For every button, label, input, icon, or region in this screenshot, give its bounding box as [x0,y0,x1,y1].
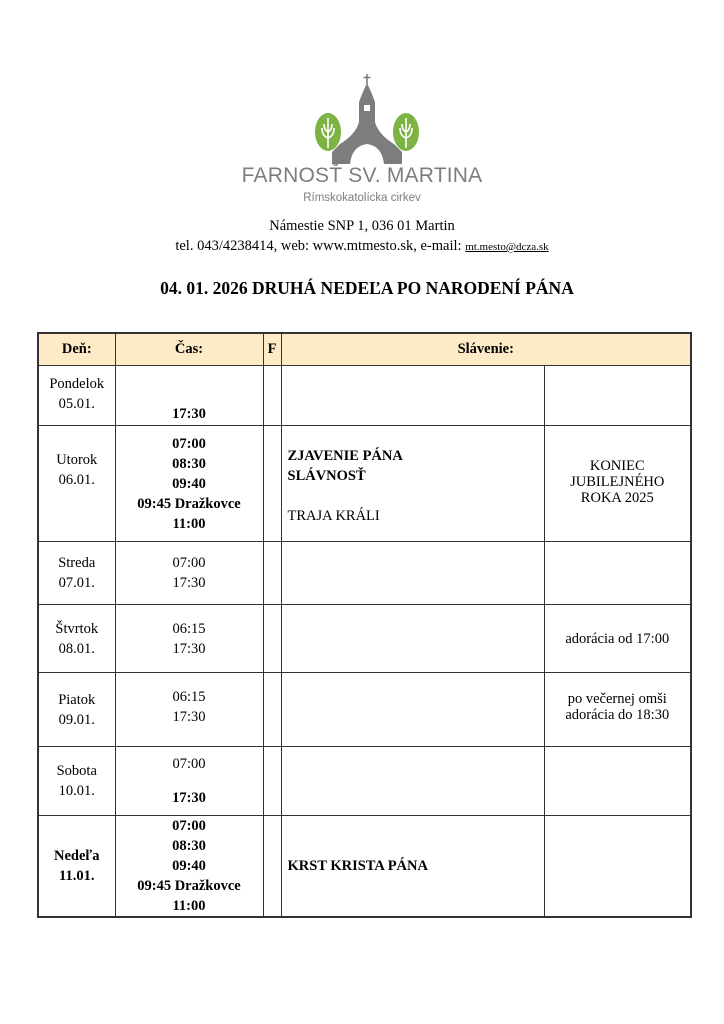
day-cell [38,747,115,816]
note-cell [544,816,691,918]
note-line: JUBILEJNÉHO [570,474,665,490]
table-row [38,816,691,918]
time-cell [115,542,263,605]
note-line: adorácia od 17:00 [565,630,670,647]
note-line: adorácia do 18:30 [565,707,670,723]
f-cell [263,426,281,542]
celebration-title: ZJAVENIE PÁNA [287,448,403,464]
day-date: 11.01. [59,868,95,884]
mass-time: 07:00 [172,756,206,772]
organization-subtitle: Rímskokatolícka cirkev [303,192,421,204]
mass-time: 17:30 [172,790,206,806]
f-cell [263,747,281,816]
table-row [38,542,691,605]
note-cell [544,673,691,747]
time-cell [115,605,263,673]
f-cell [263,605,281,673]
time-cell [115,747,263,816]
note-cell [544,366,691,426]
mass-time: 07:00 [172,555,206,571]
time-cell [115,426,263,542]
church-logo-icon [312,72,422,164]
time-cell [115,366,263,426]
mass-time: 09:40 [172,475,206,492]
celebration-cell [281,747,544,816]
celebration-cell [281,816,544,918]
page-title: 04. 01. 2026 DRUHÁ NEDEĽA PO NARODENÍ PÁNA [160,278,574,298]
address: Námestie SNP 1, 036 01 Martin [269,218,455,234]
celebration-subtitle: TRAJA KRÁLI [287,508,380,524]
table-row [38,673,691,747]
day-name: Sobota [56,763,97,779]
day-cell [38,542,115,605]
note-line: ROKA 2025 [580,490,654,506]
mass-time: 07:00 [172,818,206,834]
celebration-title: KRST KRISTA PÁNA [287,858,428,874]
contact-line [0,238,724,255]
column-header-day: Deň: [38,333,115,366]
day-name: Nedeľa [54,848,100,864]
table-header-row [38,333,691,366]
mass-time: 09:45 Dražkovce [137,495,241,512]
table-row [38,747,691,816]
schedule-table [37,332,692,918]
mass-time: 07:00 [172,435,206,452]
mass-time: 08:30 [172,838,206,854]
mass-time: 17:30 [172,575,206,591]
mass-time: 09:40 [172,858,206,874]
mass-time: 17:30 [172,709,206,725]
column-header-f: F [263,333,281,366]
day-name: Piatok [58,691,96,708]
day-date: 06.01. [58,472,95,488]
time-cell [115,816,263,918]
day-cell [38,605,115,673]
day-date: 07.01. [58,575,95,591]
f-cell [263,816,281,918]
note-line: KONIEC [589,458,645,474]
celebration-cell [281,542,544,605]
celebration-cell [281,366,544,426]
table-row [38,605,691,673]
mass-time: 08:30 [172,455,206,472]
day-date: 08.01. [58,640,95,657]
time-cell [115,673,263,747]
day-cell [38,366,115,426]
celebration-rank: SLÁVNOSŤ [287,468,366,484]
f-cell [263,673,281,747]
day-date: 09.01. [58,711,95,728]
organization-name: FARNOSŤ SV. MARTINA [241,164,483,187]
celebration-cell [281,673,544,747]
mass-time: 17:30 [172,640,206,657]
day-cell [38,673,115,747]
contact-text: tel. 043/4238414, web: www.mtmesto.sk, e-mail: [175,238,466,254]
day-name: Utorok [56,452,98,468]
table-row [38,426,691,542]
table-row [38,366,691,426]
mass-time: 17:30 [172,406,206,422]
day-date: 05.01. [58,396,95,412]
column-header-celebration: Slávenie: [281,333,691,366]
day-cell [38,816,115,918]
note-cell [544,542,691,605]
mass-time: 11:00 [172,515,206,532]
note-line: po večernej omši [567,691,667,707]
mass-time: 11:00 [172,898,206,914]
day-date: 10.01. [58,783,95,799]
mass-time: 06:15 [172,620,206,637]
email-link[interactable]: mt.mesto@dcza.sk [465,241,549,253]
day-cell [38,426,115,542]
day-name: Streda [58,555,96,571]
celebration-cell [281,426,544,542]
day-name: Štvrtok [55,620,99,637]
day-name: Pondelok [49,376,105,392]
note-cell [544,605,691,673]
mass-time: 09:45 Dražkovce [137,878,241,894]
celebration-cell [281,605,544,673]
f-cell [263,542,281,605]
f-cell [263,366,281,426]
column-header-time: Čas: [115,333,263,366]
mass-time: 06:15 [172,689,206,705]
note-cell [544,747,691,816]
note-cell [544,426,691,542]
